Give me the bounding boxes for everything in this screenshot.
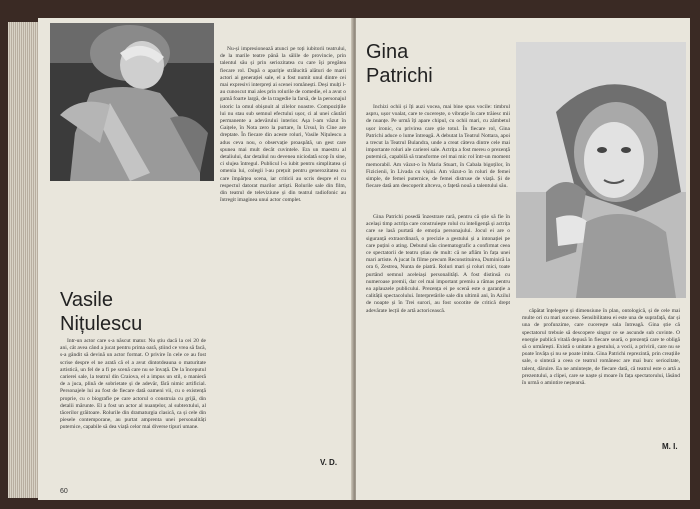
gina-column-1 bbox=[366, 104, 510, 208]
left-page-number: 60 bbox=[60, 488, 68, 495]
vasile-first-name: Vasile bbox=[60, 289, 113, 311]
right-page bbox=[356, 18, 690, 500]
vasile-signature: V. D. bbox=[320, 458, 338, 467]
gina-signature: M. I. bbox=[662, 442, 678, 451]
vasile-column-2 bbox=[220, 46, 346, 452]
gina-col1-text: Inchizi ochii și îți auzi vocea, mai bine spus vocile: timbrul aspru, ușor voalat, care te cucerește, o vibrație în care trăiesc mii de nuanțe. Pe urmă îți apare chipul, cu ochii mari, cu zâmbetul ușor ironic, cu privirea care știe totul. În fiecare rol, Gina Patrichi aduce o lume întreagă. A debutat la Teatrul Nottara, apoi a trecut la Teatrul Bulandra, unde a creat câteva dintre cele mai importante roluri ale carierei sale. Actrița a fost mereu o prezență puternică, capabilă să transforme cel mai mic rol într-un moment memorabil. Am văzut-o în Maria Stuart, în Cabala bigoților, în Fizicienii, în Livada cu vișini. Am văzut-o în roluri de femei simple, de femei puternice, de femei distruse de viață. Și de fiecare dată am descoperit altceva, o fațetă nouă a talentului său. bbox=[366, 104, 510, 190]
gina-name-title bbox=[366, 40, 433, 88]
vasile-col2-text: Nu-și impresionează atunci pe toți iubitorii teatrului, de la marile teatre până la sălile de provincie, prin talentul său și prin seriozitatea cu care își pregătea fiecare rol. După o apariție strălucită alături de marii actori ai generației sale, el a fost numit unul dintre cei mai expresivi interpreți ai scenei românești. Deși mulți l-au cunoscut mai ales prin rolurile de comedie, el a avut o gamă foarte largă, de la tragedie la farsă, de la personajul istoric la omul obișnuit al zilelor noastre. Compozițiile lui nu stau sub semnul efectului ușor, ci al unei căutări permanente a adevărului interior. Așa l-am văzut în Gaițele, în Nota zero la purtare, în Ursul, în Cine are dreptate. În fiecare din aceste roluri, Vasile Nițulescu a adus ceva nou, o observație proaspătă, un gest care spunea mai mult decât cuvintele. Era un maestru al detaliului, dar detaliul nu devenea niciodată scop în sine, ci slujea întregul. Publicul l-a iubit pentru simplitatea și omenia lui, colegii l-au prețuit pentru generozitatea cu care împărțea scena, iar criticii au scris despre el cu respectul datorat marilor artiști. Rolurile sale din film, din teatrul de televiziune și din teatrul radiofonic au întregit imaginea unui actor complet. bbox=[220, 46, 346, 204]
vasile-name-title bbox=[60, 288, 142, 336]
vasile-column-1 bbox=[60, 338, 206, 482]
vasile-col1-text: Intr-un actor care s-a născut matur. Nu știu dacă la cei 20 de ani, cât avea când a jucat pentru prima oară, știind ce vrea să facă, s-a gândit să devină un actor format. O privire în cele ce au fost scrise despre el ne arată că el a avut dintotdeauna o maturitate artistică, un fel de a fi pe scenă care nu se învață. De la începutul carierei sale, la teatrul din Craiova, el a impus un stil, o manieră de a juca, plină de sobrietate și de adevăr, fără nimic artificial. Personajele lui au fost de fiecare dată oameni vii, cu o existență proprie, cu o biografie pe care actorul o construia cu grijă, din detalii mărunte. El a fost un actor al nuanțelor, al subtextului, al tăcerilor grăitoare. Rolurile din dramaturgia clasică, ca și cele din piesele contemporane, au purtat amprenta unei personalități puternice, capabile să dea viață celor mai diverse tipuri umane. bbox=[60, 338, 206, 431]
left-page bbox=[38, 18, 354, 500]
vasile-last-name: Nițulescu bbox=[60, 313, 143, 335]
gina-last-name: Patrichi bbox=[366, 65, 433, 87]
gina-patrichi-photo bbox=[516, 42, 686, 298]
gina-first-name: Gina bbox=[366, 41, 409, 63]
gina-column-3 bbox=[522, 308, 680, 436]
gina-column-2 bbox=[366, 214, 510, 500]
vasile-nitulescu-photo bbox=[50, 23, 214, 181]
gina-col3-text: căpătat înțelegere și dimensiune în plan, ontologică, și de cele mai multe ori cu mari succese. Sensibilitatea ei este una de suprafață, dar și una de profunzime, care cucerește sala întreagă. Gina știe că spectatorul trebuie să descopere singur ce se ascunde sub cuvinte. O energie publică vitală depusă în fiecare seară, o prezență care te obligă să o urmărești. Există o unitate a gestului, a vocii, a privirii, care nu se poate învăța și nu se poate imita. Gina Patrichi reprezintă, prin creațiile sale, o sinteză a ceea ce teatrul românesc are mai bun: seriozitate, talent, dăruire. Ea ne amintește, de fiecare dată, că teatrul este o artă a prezentului, a clipei, care se naște și moare în fața spectatorului, lăsând în urmă o amintire neștearsă. bbox=[522, 308, 680, 387]
gina-col2-text: Gina Patrichi posedă înzestrare rară, pentru că știe să fie în același timp actrița care construiește rolul cu inteligență și actrița care se lasă purtată de emoția personajului. Jocul ei are o siguranță extraordinară, o precizie a gestului și a intonației pe care puțini o ating. Debutul său cinematografic a confirmat ceea ce spectatorii de teatru știau de mult: că ne aflăm în fața unei mari artiste. A jucat în filme precum Reconstituirea, Duminică la ora 6, Zestrea, Nunta de piatră. Roluri mari și roluri mici, toate purtând semnul aceleiași personalități. A fost distinsă cu numeroase premii, dar cel mai important premiu a rămas pentru ea aplauzele publicului. Prezența ei pe scenă este o garanție a calității spectacolului. Interpretările sale din ultimii ani, în Azilul de noapte și în Trei surori, au fost socotite de critică drept adevărate lecții de artă actoricească. bbox=[366, 214, 510, 314]
page-edges bbox=[8, 22, 38, 498]
